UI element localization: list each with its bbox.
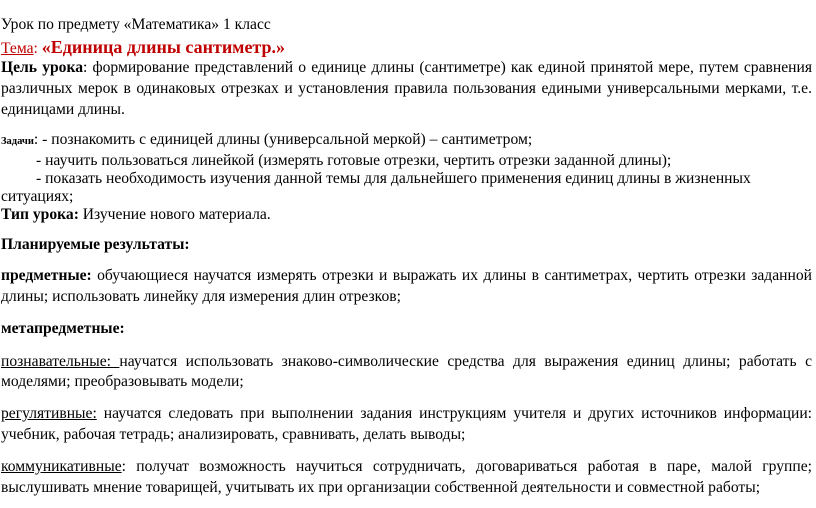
goal-line-3 bbox=[1, 101, 812, 119]
lesson-type-value: Изучение нового материала. bbox=[78, 206, 271, 223]
regulatory-line-1 bbox=[1, 405, 812, 423]
subject-results-label: предметные: bbox=[1, 267, 92, 284]
regulatory-text-1: научатся следовать при выполнении задания инструкциям учителя и других источников информации: bbox=[96, 405, 812, 422]
communicative-line-1 bbox=[1, 458, 812, 476]
regulatory-text-2: учебник, рабочая тетрадь; анализировать, сравнивать, делать выводы; bbox=[1, 426, 466, 443]
cognitive-line-1 bbox=[1, 353, 812, 371]
goal-label: Цель урока bbox=[1, 59, 84, 76]
cognitive-text-1: научатся использовать знаково-символические средства для выражения единиц длины; работать с bbox=[119, 353, 812, 370]
results-heading-text: Планируемые результаты: bbox=[1, 236, 190, 253]
topic-colon: : bbox=[33, 40, 38, 57]
tasks-line-3 bbox=[36, 170, 812, 188]
communicative-text-2: выслушивать мнение товарищей, учитывать их при организации собственной деятельности и совместной работы; bbox=[1, 479, 761, 496]
communicative-label: коммуникативные bbox=[1, 458, 122, 475]
subject-results-text-2: длины; использовать линейку для измерения длин отрезков; bbox=[1, 288, 401, 305]
subject-results-line-2 bbox=[1, 288, 812, 306]
cognitive-text-2: моделями; преобразовывать модели; bbox=[1, 373, 244, 390]
regulatory-line-2 bbox=[1, 426, 812, 444]
cognitive-line-2 bbox=[1, 373, 812, 391]
topic-label: Тема bbox=[1, 40, 34, 57]
goal-text-2: различных мерок в одинаковых отрезках и установления правила пользования едиными универсальными мерками, т.е. bbox=[1, 80, 812, 97]
lesson-subject-text: Урок по предмету «Математика» 1 класс bbox=[1, 16, 271, 33]
lesson-type-line bbox=[1, 206, 812, 224]
results-heading bbox=[1, 236, 812, 254]
goal-text-3: единицами длины. bbox=[1, 101, 125, 118]
tasks-line-1 bbox=[1, 131, 812, 151]
meta-results-heading-text: метапредметные: bbox=[1, 320, 125, 337]
tasks-label: Задачи bbox=[1, 136, 34, 147]
tasks-text-1: : - познакомить с единицей длины (универсальной меркой) – сантиметром; bbox=[33, 131, 533, 148]
lesson-type-label: Тип урока: bbox=[1, 206, 79, 223]
tasks-text-4: ситуациях; bbox=[1, 188, 74, 205]
tasks-line-2 bbox=[36, 152, 812, 170]
subject-results-line-1 bbox=[1, 267, 812, 285]
topic-line bbox=[1, 38, 812, 58]
tasks-text-3: - показать необходимость изучения данной темы для дальнейшего применения единиц длины в жизненных bbox=[36, 170, 751, 187]
goal-line-1 bbox=[1, 59, 812, 77]
meta-results-heading bbox=[1, 320, 812, 338]
lesson-subject-line bbox=[1, 16, 812, 34]
tasks-text-2: - научить пользоваться линейкой (измерять готовые отрезки, чертить отрезки заданной длины); bbox=[36, 152, 672, 169]
cognitive-label: познавательные: bbox=[1, 353, 120, 370]
subject-results-text-1: обучающиеся научатся измерять отрезки и выражать их длины в сантиметрах, чертить отрезки заданной bbox=[91, 267, 812, 284]
communicative-text-1: : получат возможность научиться сотрудничать, договариваться работая в паре, малой группе; bbox=[121, 458, 812, 475]
tasks-line-4 bbox=[1, 188, 812, 206]
topic-title: «Единица длины сантиметр.» bbox=[41, 37, 286, 57]
goal-line-2 bbox=[1, 80, 812, 98]
goal-text-1: : формирование представлений о единице длины (сантиметре) как единой принятой мере, путем сравнения bbox=[83, 59, 813, 76]
communicative-line-2 bbox=[1, 479, 812, 497]
regulatory-label: регулятивные: bbox=[1, 405, 97, 422]
